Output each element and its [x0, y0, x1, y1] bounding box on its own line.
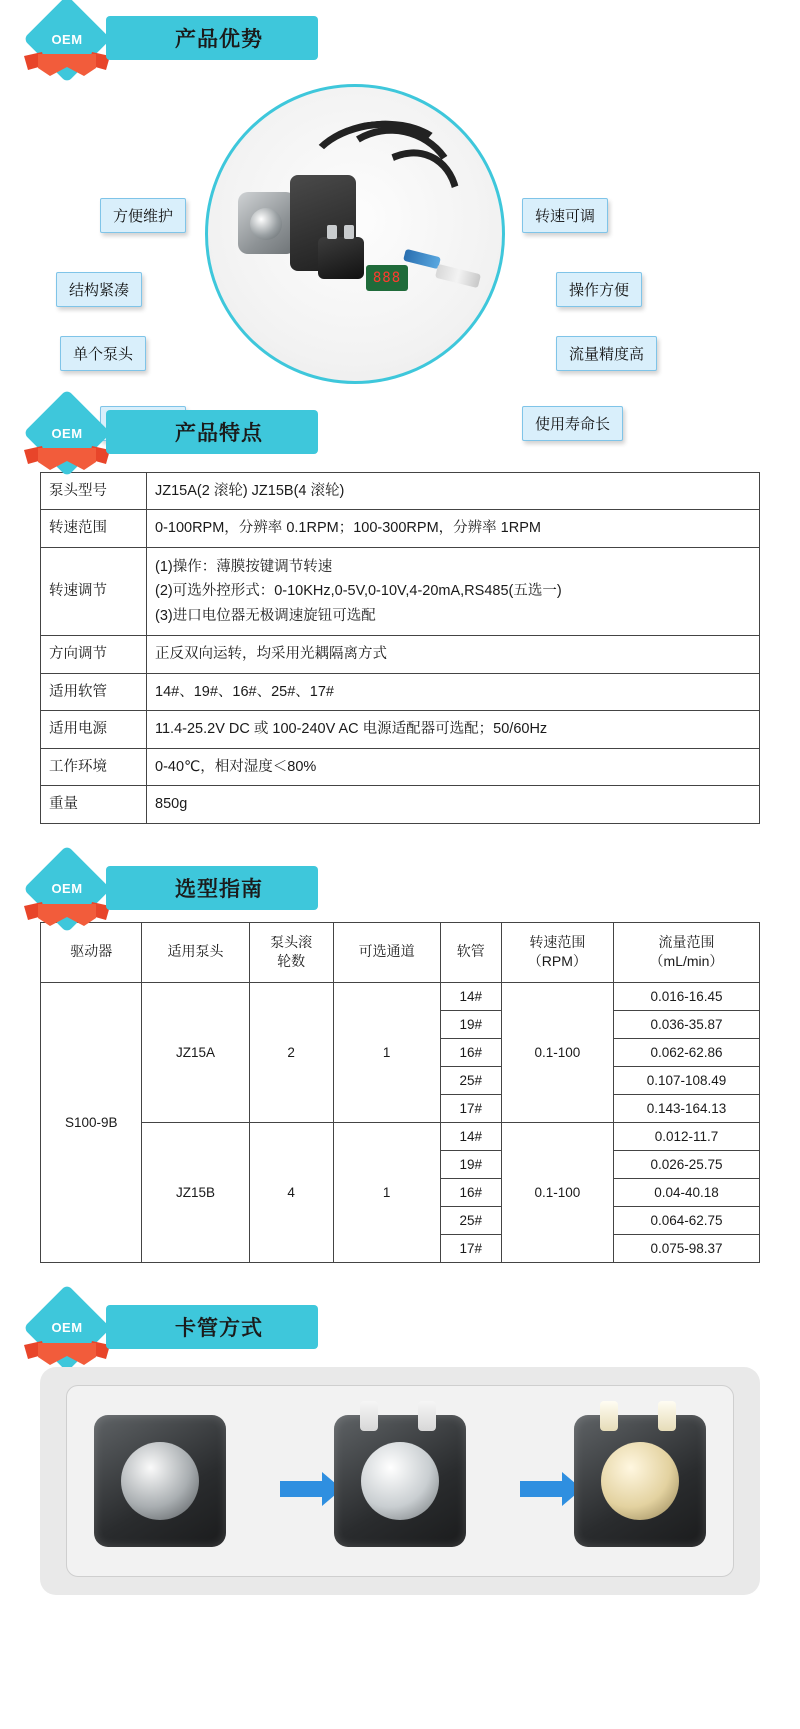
oem-badge: OEM [51, 31, 83, 47]
cell-flow-range: 0.04-40.18 [613, 1178, 759, 1206]
tube-connector-illustration [435, 264, 481, 288]
spec-value: 正反双向运转，均采用光耦隔离方式 [147, 636, 760, 673]
column-header-driver: 驱动器 [41, 922, 142, 982]
spec-value: 0-100RPM，分辨率 0.1RPM；100-300RPM，分辨率 1RPM [147, 510, 760, 547]
advantage-tag-compact: 结构紧凑 [56, 272, 142, 307]
cell-tube: 16# [440, 1038, 501, 1066]
banner-bar [106, 16, 318, 60]
spec-value: 0-40℃，相对湿度＜80% [147, 748, 760, 785]
cell-flow-range: 0.075-98.37 [613, 1234, 759, 1262]
advantage-tag-maintenance: 方便维护 [100, 198, 186, 233]
column-header-tube: 软管 [440, 922, 501, 982]
cell-tube: 19# [440, 1010, 501, 1038]
table-row [41, 786, 760, 823]
rotor-illustration [361, 1442, 439, 1520]
spec-key: 适用软管 [41, 673, 147, 710]
cell-pump-head: JZ15A [142, 982, 249, 1122]
oem-badge: OEM [51, 425, 83, 441]
table-header-row [41, 922, 760, 982]
spec-value-line: (2)可选外控形式：0-10KHz,0-5V,0-10V,4-20mA,RS485(五选一) [155, 583, 562, 600]
cell-flow-range: 0.012-11.7 [613, 1122, 759, 1150]
table-row [41, 636, 760, 673]
cell-channels: 1 [333, 982, 440, 1122]
cell-tube: 16# [440, 1178, 501, 1206]
table-row [41, 982, 760, 1010]
cell-speed-range: 0.1-100 [501, 982, 613, 1122]
table-row [41, 748, 760, 785]
rotor-illustration [121, 1442, 199, 1520]
banner-bar [106, 410, 318, 454]
cell-tube: 25# [440, 1206, 501, 1234]
spec-key: 适用电源 [41, 711, 147, 748]
oem-badge: OEM [51, 1320, 83, 1336]
spec-value: 850g [147, 786, 760, 823]
cell-tube: 17# [440, 1234, 501, 1262]
cell-tube: 19# [440, 1150, 501, 1178]
advantage-tag-adjustable-speed: 转速可调 [522, 198, 608, 233]
table-row [41, 711, 760, 748]
cell-tube: 14# [440, 1122, 501, 1150]
banner-bar [106, 866, 318, 910]
pump-head-step-2 [334, 1415, 466, 1547]
table-row [41, 547, 760, 635]
section-title: 产品优势 [175, 28, 263, 51]
spec-value-line: (1)操作：薄膜按键调节转速 [155, 558, 333, 575]
tube-illustration [658, 1401, 676, 1431]
pump-head-step-3 [574, 1415, 706, 1547]
advantage-tag-long-life: 使用寿命长 [522, 406, 623, 441]
section-title: 选型指南 [175, 877, 263, 901]
spec-key: 泵头型号 [41, 473, 147, 510]
speed-display [366, 265, 408, 291]
cell-tube: 25# [440, 1066, 501, 1094]
banner-bar [106, 1305, 318, 1349]
cell-rollers: 2 [249, 982, 333, 1122]
spec-table-wrapper [0, 472, 800, 824]
cell-tube: 17# [440, 1094, 501, 1122]
spec-value [147, 547, 760, 635]
spec-value: 14#、19#、16#、25#、17# [147, 673, 760, 710]
column-header-flow-range: 流量范围 （mL/min） [613, 922, 759, 982]
pump-head-step-1 [94, 1415, 226, 1547]
tube-loading-panel [40, 1367, 760, 1595]
cell-speed-range: 0.1-100 [501, 1122, 613, 1262]
product-photo-circle [205, 84, 505, 384]
spec-value: 11.4-25.2V DC 或 100-240V AC 电源适配器可选配；50/60Hz [147, 711, 760, 748]
section-banner-features [18, 394, 800, 466]
spec-key: 转速范围 [41, 510, 147, 547]
cell-tube: 14# [440, 982, 501, 1010]
tube-illustration [360, 1401, 378, 1431]
display-value: 888 [372, 270, 402, 286]
table-row [41, 473, 760, 510]
rotor-illustration [601, 1442, 679, 1520]
tube-illustration [418, 1401, 436, 1431]
advantage-tag-flow-accuracy: 流量精度高 [556, 336, 657, 371]
column-header-pump-head: 适用泵头 [142, 922, 249, 982]
selection-table [40, 922, 760, 1263]
cell-flow-range: 0.036-35.87 [613, 1010, 759, 1038]
column-header-rollers: 泵头滚 轮数 [249, 922, 333, 982]
column-header-channels: 可选通道 [333, 922, 440, 982]
section-banner-advantages [18, 0, 800, 72]
cell-flow-range: 0.026-25.75 [613, 1150, 759, 1178]
cell-driver: S100-9B [41, 982, 142, 1262]
spec-key: 方向调节 [41, 636, 147, 673]
section-banner-selection-guide [18, 850, 800, 922]
column-header-speed-range: 转速范围 （RPM） [501, 922, 613, 982]
power-adapter-illustration [318, 237, 364, 279]
pump-head-illustration [238, 192, 296, 254]
spec-table [40, 472, 760, 824]
cell-pump-head: JZ15B [142, 1122, 249, 1262]
cell-flow-range: 0.062-62.86 [613, 1038, 759, 1066]
tube-loading-steps [66, 1385, 734, 1577]
section-title: 卡管方式 [175, 1316, 263, 1340]
cell-flow-range: 0.016-16.45 [613, 982, 759, 1010]
cell-rollers: 4 [249, 1122, 333, 1262]
spec-value-line: (3)进口电位器无极调速旋钮可选配 [155, 607, 376, 624]
oem-badge: OEM [51, 881, 83, 897]
cell-flow-range: 0.143-164.13 [613, 1094, 759, 1122]
tube-illustration [600, 1401, 618, 1431]
spec-key: 重量 [41, 786, 147, 823]
table-row [41, 510, 760, 547]
advantage-tag-single-head: 单个泵头 [60, 336, 146, 371]
table-row [41, 1122, 760, 1150]
spec-value: JZ15A(2 滚轮) JZ15B(4 滚轮) [147, 473, 760, 510]
advantage-tag-easy-operation: 操作方便 [556, 272, 642, 307]
cell-flow-range: 0.107-108.49 [613, 1066, 759, 1094]
spec-key: 转速调节 [41, 547, 147, 635]
table-row [41, 673, 760, 710]
cell-channels: 1 [333, 1122, 440, 1262]
section-banner-tube-loading [18, 1289, 800, 1361]
cell-flow-range: 0.064-62.75 [613, 1206, 759, 1234]
spec-key: 工作环境 [41, 748, 147, 785]
section-title: 产品特点 [175, 422, 263, 445]
